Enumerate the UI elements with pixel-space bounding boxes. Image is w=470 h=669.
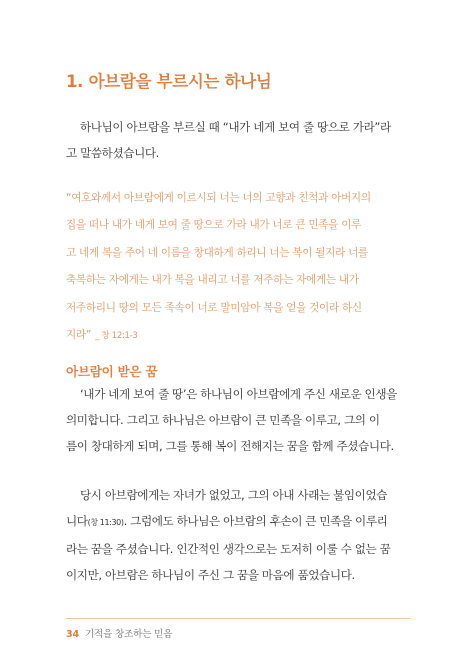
footer-divider — [66, 618, 411, 619]
scripture-quote — [66, 185, 408, 350]
body-text: 니다 — [66, 514, 88, 528]
book-title: 기적을 창조하는 믿음 — [84, 629, 173, 640]
section-subtitle: 아브람이 받은 꿈 — [66, 364, 158, 379]
quote-line: 고 네게 복을 주어 네 이름을 창대하게 하리니 너는 복이 될지라 너를 — [66, 246, 368, 259]
body-line: 라는 꿈을 주셨습니다. 인간적인 생각으로는 도저히 이룰 수 없는 꿈 — [66, 542, 391, 556]
body-text: . 그럼에도 하나님은 아브람의 후손이 큰 민족을 이루리 — [123, 514, 388, 528]
intro-paragraph — [66, 114, 404, 166]
body-paragraph-2 — [66, 482, 404, 588]
body-paragraph-1 — [66, 381, 404, 459]
intro-line: 고 말씀하셨습니다. — [66, 146, 159, 160]
body-line: 름이 창대하게 되며, 그를 통해 복이 전해지는 꿈을 함께 주셨습니다. — [66, 439, 394, 453]
page-number: 34 — [66, 629, 79, 640]
quote-line: 집을 떠나 내가 네게 보여 줄 땅으로 가라 내가 너로 큰 민족을 이루 — [66, 219, 362, 232]
quote-line-last — [66, 322, 408, 350]
body-line: 이지만, 아브람은 하나님이 주신 그 꿈을 마음에 품었습니다. — [66, 568, 355, 582]
inline-reference: (창 11:30) — [87, 518, 124, 527]
body-line-with-ref — [66, 508, 404, 536]
quote-line: 저주하리니 땅의 모든 족속이 너로 말미암아 복을 얻을 것이라 하신 — [66, 301, 362, 314]
scripture-reference: _ 창 12:1-3 — [95, 331, 138, 342]
body-line: 당시 아브람에게는 자녀가 없었고, 그의 아내 사래는 불임이었습 — [80, 488, 388, 502]
quote-line: “여호와께서 아브람에게 이르시되 너는 너의 고향과 친척과 아버지의 — [66, 192, 371, 204]
chapter-title: 1. 아브람을 부르시는 하나님 — [66, 72, 272, 91]
quote-line: 축복하는 자에게는 내가 복을 내리고 너를 저주하는 자에게는 내가 — [66, 274, 359, 287]
intro-line: 하나님이 아브람을 부르실 때 “내가 네게 보여 줄 땅으로 가라”라 — [80, 120, 391, 134]
body-line: 의미합니다. 그리고 하나님은 아브람이 큰 민족을 이루고, 그의 이 — [66, 413, 380, 427]
quote-line: 지라” — [66, 329, 92, 342]
body-line: ‘내가 네게 보여 줄 땅’은 하나님이 아브람에게 주신 새로운 인생을 — [80, 387, 397, 401]
page-footer — [66, 626, 172, 640]
